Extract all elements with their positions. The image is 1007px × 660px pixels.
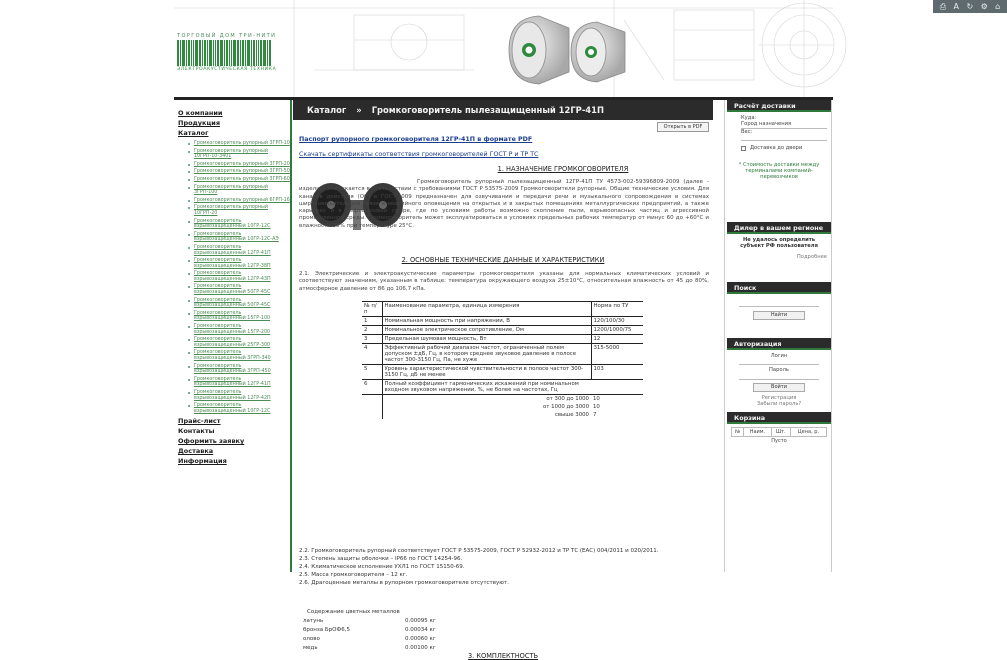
breadcrumb	[293, 100, 713, 120]
delivery-calc-title: Расчёт доставки	[727, 100, 831, 112]
spec-sub-num	[362, 411, 382, 419]
catalog-item[interactable]: Громкоговоритель взрывозащищенный 12ГР-41П	[188, 245, 290, 256]
spec-num: 6	[362, 380, 382, 395]
catalog-item[interactable]: Громкоговоритель взрывозащищенный 10ГР-12С	[188, 219, 290, 230]
cart-col-name: Наим.	[744, 428, 771, 437]
spec-note-line: 2.3. Степень защиты оболочки – IP66 по ГОСТ 14254-96.	[299, 556, 463, 562]
spec-value: 120/100/30	[591, 317, 643, 326]
table-row	[362, 335, 643, 344]
table-subrow	[362, 395, 643, 404]
login-button[interactable]: Войти	[753, 383, 805, 392]
cart-col-num: №	[732, 428, 744, 437]
spec-num: 5	[362, 365, 382, 380]
specs-header-num: № п/п	[362, 302, 382, 317]
metal-value: 0.00034 кг	[405, 627, 436, 633]
catalog-item[interactable]: Громкоговоритель взрывозащищенный 10ГР-12С-АЭ	[188, 232, 290, 243]
nav-products[interactable]: Продукция	[178, 119, 221, 127]
section2-intro: 2.1. Электрические и электроакустические параметры громкоговорителя указаны для нормальных климатических условий и соответствуют значениям, указанным в таблице: температура окружающего воздуха 25±10°С, относительная влажность от 45 до 80%, атмосферное давление от 86 до 106,7 кПа.	[299, 271, 709, 292]
spec-sub-num	[362, 395, 382, 404]
table-row	[362, 365, 643, 380]
spec-sub-value: 10	[593, 396, 600, 402]
section1-title: 1. НАЗНАЧЕНИЕ ГРОМКОГОВОРИТЕЛЯ	[497, 165, 629, 173]
catalog-item[interactable]: Громкоговоритель взрывозащищенный 50ГР-45С	[188, 284, 290, 295]
spec-value: 1200/1000/75	[591, 326, 643, 335]
loudspeaker-horns-image	[499, 10, 639, 92]
site-header	[174, 0, 833, 97]
nav-price[interactable]: Прайс-лист	[178, 417, 221, 426]
catalog-item[interactable]: Громкоговоритель взрывозащищенный 15ГР-200	[188, 324, 290, 335]
password-input[interactable]	[739, 374, 819, 380]
spec-sub-label: от 300 до 1000	[546, 396, 589, 402]
login-label: Логин	[770, 353, 788, 359]
spec-value	[591, 380, 643, 395]
spec-num: 1	[362, 317, 382, 326]
auth-block	[727, 338, 831, 411]
company-logo[interactable]	[177, 33, 287, 72]
spec-sub-value: 10	[593, 404, 600, 410]
door-delivery-checkbox[interactable]	[741, 146, 746, 151]
metal-row	[303, 617, 443, 626]
metal-value: 0.00060 кг	[405, 636, 436, 642]
metals-title: Содержание цветных металлов	[307, 609, 400, 615]
login-input[interactable]	[739, 359, 819, 365]
spec-note-line: 2.5. Масса громкоговорителя – 12 кг.	[299, 572, 408, 578]
dealer-more-link[interactable]: Подробнее	[796, 253, 827, 260]
section3-title: 3. КОМПЛЕКТНОСТЬ	[467, 652, 539, 660]
metal-row	[303, 635, 443, 644]
delivery-weight-field[interactable]	[741, 135, 827, 141]
nav-delivery[interactable]: Доставка	[178, 447, 214, 456]
catalog-item[interactable]: Громкоговоритель рупорный 3ГРП-10	[188, 141, 290, 147]
spec-num: 3	[362, 335, 382, 344]
forgot-password-link[interactable]: Забыли пароль?	[756, 401, 802, 408]
catalog-item[interactable]: Громкоговоритель рупорный 3ГРП-20	[188, 162, 290, 168]
nav-info[interactable]: Информация	[178, 457, 227, 466]
register-link[interactable]: Регистрация	[761, 394, 797, 401]
catalog-item[interactable]: Громкоговоритель взрывозащищенный 12ГР-38П	[188, 258, 290, 269]
door-delivery-label: Доставка до двери	[750, 145, 803, 152]
spec-name: Предельная шумовая мощность, Вт	[382, 335, 591, 344]
spec-num: 2	[362, 326, 382, 335]
catalog-item[interactable]: Громкоговоритель взрывозащищенный 12ГР-41П	[188, 377, 290, 388]
spec-note-line: 2.4. Климатическое исполнение УХЛ1 по ГОСТ 15150-69.	[299, 564, 465, 570]
table-row	[362, 326, 643, 335]
spec-name: Эффективный рабочий диапазон частот, ограниченный полем допуском ±дБ, Гц, в котором среднее звуковое давление в полосе частот 300-3150 Гц, Па, не хуже	[382, 344, 591, 365]
section2-title: 2. ОСНОВНЫЕ ТЕХНИЧЕСКИЕ ДАННЫЕ И ХАРАКТЕРИСТИКИ	[401, 256, 605, 264]
catalog-item[interactable]: Громкоговоритель взрывозащищенный 15ГР-100	[188, 311, 290, 322]
metal-name: бронза БрОФ6,5	[303, 627, 350, 633]
logo-top-text: ТОРГОВЫЙ ДОМ ТРИ-НИТИ	[177, 33, 277, 39]
spec-sub-label: свыше 3000	[554, 412, 589, 418]
auth-title: Авторизация	[727, 338, 831, 350]
catalog-item[interactable]: Громкоговоритель взрывозащищенный 3ГРП-450	[188, 364, 290, 375]
cart-title: Корзина	[727, 412, 831, 424]
nav-order[interactable]: Оформить заявку	[178, 437, 245, 446]
logo-barcode	[177, 40, 287, 66]
table-subrow	[362, 411, 643, 419]
spec-name: Номинальная мощность при напряжении, В	[382, 317, 591, 326]
delivery-note: * Стоимость доставки между терминалами компаний-перевозчиков	[738, 161, 820, 181]
spec-value: 12	[591, 335, 643, 344]
open-pdf-button[interactable]: Открыть в PDF	[657, 122, 709, 132]
table-subrow	[362, 403, 643, 411]
print-icon[interactable]: ⎙	[939, 2, 947, 11]
cart-block	[727, 412, 831, 449]
search-input[interactable]	[739, 301, 819, 307]
metal-value: 0.00100 кг	[405, 645, 436, 651]
delivery-to-label: Куда:	[741, 115, 757, 121]
catalog-item[interactable]: Громкоговоритель рупорный 10ГРП-20	[188, 205, 290, 216]
metal-value: 0.00095 кг	[405, 618, 436, 624]
section1-text: Громкоговоритель рупорный пылезащищенный 12ГР-41П ТУ 4573-002-59396809-2009 (далее - изделие) выпускается в соответствии с требованиями ГОСТ Р 53575-2009 Громкоговорители рупорные. Общие технические условия. Для каналов действия (ОС) в ГОСТ-2009 предназначен для озвучивания и передачи речи и музыкального сопровождения в системах широковещательной связи и аварийного оповещения на открытых и в закрытых помещениях металлургических предприятий, а также карьерах и в нефтегазовой сфере, где по условиям работы возможно скопление пыли, взрывоопасных частиц и агрессивной промышленной среды. Громкоговоритель может эксплуатироваться в условиях предельных рабочих температур от минус 60 до +60°C и влажности 98% при температуре 25°C.	[299, 179, 709, 229]
catalog-item[interactable]: Громкоговоритель рупорный 3ГРП-50	[188, 169, 290, 175]
nav-contacts[interactable]: Контакты	[178, 427, 215, 436]
catalog-item[interactable]: Громкоговоритель взрывозащищенный 3ГРП-340	[188, 350, 290, 361]
spec-sub-num	[362, 403, 382, 411]
catalog-item[interactable]: Громкоговоритель рупорный 3ГРП-100	[188, 185, 290, 196]
cart-col-price: Цена, р.	[790, 428, 826, 437]
spec-value: 315-5000	[591, 344, 643, 365]
metal-row	[303, 626, 443, 635]
specs-header-value: Норма по ТУ	[591, 302, 643, 317]
breadcrumb-separator: »	[356, 105, 362, 115]
delivery-city-field[interactable]: Город назначения	[741, 121, 827, 128]
metal-name: латунь	[303, 618, 324, 624]
nav-catalog[interactable]: Каталог	[178, 129, 209, 137]
catalog-item[interactable]: Громкоговоритель взрывозащищенный 12ГР-43П	[188, 271, 290, 282]
dealer-title: Дилер в вашем регионе	[727, 222, 831, 234]
home-icon[interactable]: ⌂	[995, 2, 1001, 11]
logo-bottom-text: ЭЛЕКТРОАКУСТИЧЕСКАЯ ТЕХНИКА	[177, 67, 277, 72]
catalog-item[interactable]: Громкоговоритель взрывозащищенный 12ГР-42П	[188, 390, 290, 401]
breadcrumb-current: Громкоговоритель пылезащищенный 12ГР-41П	[371, 105, 604, 115]
metal-name: олово	[303, 636, 320, 642]
settings-icon[interactable]: ⚙	[980, 2, 988, 11]
breadcrumb-root[interactable]: Каталог	[307, 105, 347, 115]
spec-note-line: 2.2. Громкоговоритель рупорный соответствует ГОСТ Р 53575-2009, ГОСТ Р 52932-2012 и ТР ТС (ЕАС) 004/2011 и 020/2011.	[299, 548, 659, 554]
table-row	[362, 317, 643, 326]
metals-block	[303, 608, 443, 653]
spec-note-line: 2.6. Драгоценные металлы в рупорном громкоговорителе отсутствуют.	[299, 580, 509, 586]
specs-header-name: Наименование параметра, единица измерения	[382, 302, 591, 317]
cart-table	[731, 427, 827, 446]
spec-name: Номинальное электрическое сопротивление, Ом	[382, 326, 591, 335]
dealer-text: Не удалось определить субъект РФ пользователя	[740, 237, 818, 250]
cart-empty: Пусто	[771, 438, 787, 445]
table-row	[362, 380, 643, 395]
right-sidebar	[724, 100, 832, 572]
spec-name: Полный коэффициент гармонических искажений при номинальном входном звуковом напряжении, %, не более на частотах, Гц	[382, 380, 591, 395]
spec-value: 103	[591, 365, 643, 380]
catalog-item[interactable]: Громкоговоритель взрывозащищенный 10ГР-12С	[188, 403, 290, 414]
catalog-item[interactable]: Громкоговоритель рупорный 10ГРП-10-3401	[188, 149, 290, 160]
cart-col-qty: Шт.	[771, 428, 790, 437]
spec-num: 4	[362, 344, 382, 365]
specs-header-row	[362, 302, 643, 317]
certificates-link[interactable]: Скачать сертификаты соответствия громкоговорителей ГОСТ Р и ТР ТС	[299, 151, 539, 158]
metal-name: медь	[303, 645, 318, 651]
left-sidebar	[174, 100, 292, 572]
top-toolbar	[933, 0, 1007, 13]
table-row	[362, 344, 643, 365]
specs-table	[362, 301, 643, 419]
spec-sub-value: 7	[593, 412, 597, 418]
search-title: Поиск	[727, 282, 831, 294]
catalog-item[interactable]: Громкоговоритель взрывозащищенный 25ГР-300	[188, 337, 290, 348]
catalog-list	[188, 141, 290, 414]
main-content	[293, 100, 713, 660]
search-button[interactable]: Найти	[753, 311, 805, 320]
catalog-item[interactable]: Громкоговоритель рупорный 6ГРП-16	[188, 198, 290, 204]
catalog-item[interactable]: Громкоговоритель взрывозащищенный 50ГР-45С	[188, 298, 290, 309]
nav-about[interactable]: О компании	[178, 109, 223, 117]
delivery-weight-label: Вес:	[741, 128, 753, 135]
dealer-block	[727, 222, 831, 263]
spec-sub-label: от 1000 до 3000	[542, 404, 589, 410]
password-label: Пароль	[769, 367, 789, 374]
catalog-item[interactable]: Громкоговоритель рупорный 3ГРП-60	[188, 177, 290, 183]
refresh-icon[interactable]: ↻	[966, 2, 974, 11]
spec-name: Уровень характеристической чувствительности в полосе частот 300-3150 Гц, дБ не менее	[382, 365, 591, 380]
font-icon[interactable]: A	[953, 2, 960, 11]
delivery-calc-block	[727, 100, 831, 184]
passport-pdf-link[interactable]: Паспорт рупорного громкоговорителя 12ГР-41П в формате PDF	[299, 136, 533, 143]
search-block	[727, 282, 831, 326]
